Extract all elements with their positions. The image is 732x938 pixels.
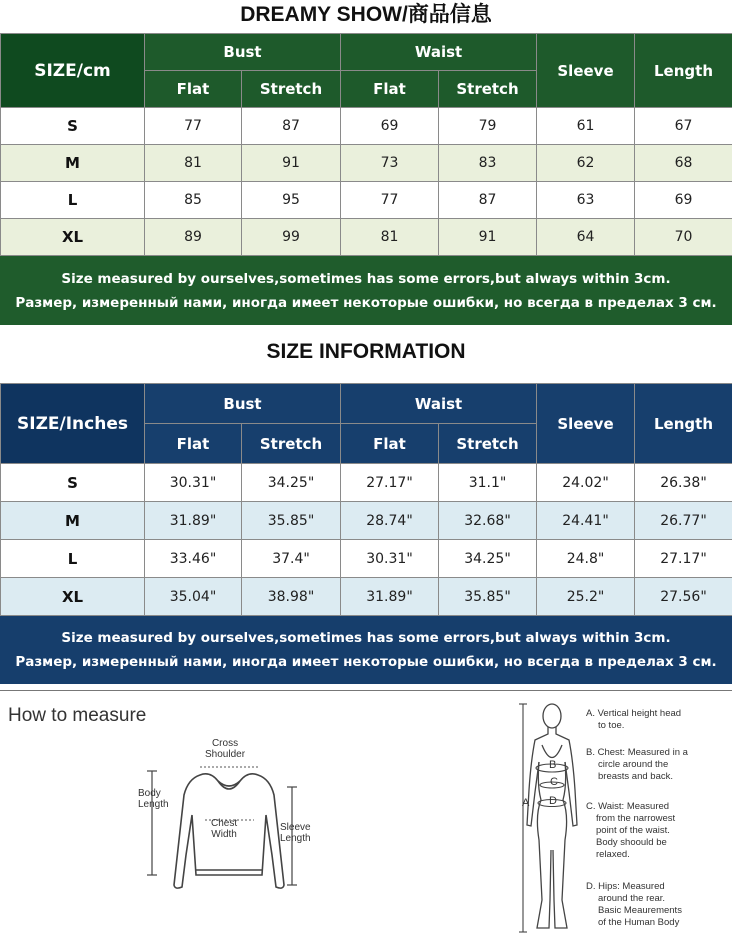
table-row <box>1 578 732 616</box>
note-inches <box>0 616 732 684</box>
cell-sleeve: 61 <box>537 108 635 145</box>
cell-waist-stretch: 32.68" <box>439 502 537 540</box>
cell-bust-flat: 35.04" <box>145 578 242 616</box>
size-label: M <box>1 502 145 540</box>
table-row <box>1 108 732 145</box>
cell-length: 70 <box>635 219 732 256</box>
sleeve-header: Sleeve <box>537 34 635 108</box>
bust-header: Bust <box>145 384 341 424</box>
cell-length: 27.17" <box>635 540 732 578</box>
cell-waist-stretch: 83 <box>439 145 537 182</box>
note-ru: Размер, измеренный нами, иногда имеет некоторые ошибки, но всегда в пределах 3 см. <box>15 294 717 311</box>
chest-width-label: Chest Width <box>211 818 238 840</box>
note-ru: Размер, измеренный нами, иногда имеет некоторые ошибки, но всегда в пределах 3 см. <box>15 654 717 670</box>
table-cm-title: DREAMY SHOW/商品信息 <box>240 3 492 26</box>
cell-bust-flat: 30.31" <box>145 464 242 502</box>
desc-d: D. Hips: Measured around the rear. Basic Meaurements of the Human Body <box>586 881 682 928</box>
table-row <box>1 219 732 256</box>
sleeve-header: Sleeve <box>537 384 635 464</box>
waist-stretch-header: Stretch <box>439 424 537 464</box>
cell-bust-flat: 33.46" <box>145 540 242 578</box>
note-cm <box>0 256 732 325</box>
cell-waist-stretch: 34.25" <box>439 540 537 578</box>
cell-waist-flat: 28.74" <box>341 502 439 540</box>
size-label: XL <box>1 219 145 256</box>
cell-sleeve: 63 <box>537 182 635 219</box>
cell-bust-stretch: 38.98" <box>242 578 341 616</box>
cell-bust-stretch: 91 <box>242 145 341 182</box>
marker-d: D <box>549 795 557 807</box>
cell-waist-flat: 77 <box>341 182 439 219</box>
note-en: Size measured by ourselves,sometimes has some errors,but always within 3cm. <box>61 630 671 646</box>
length-header: Length <box>635 384 732 464</box>
cell-bust-stretch: 35.85" <box>242 502 341 540</box>
cell-bust-stretch: 37.4" <box>242 540 341 578</box>
table-row <box>1 502 732 540</box>
cell-length: 26.38" <box>635 464 732 502</box>
cell-sleeve: 24.41" <box>537 502 635 540</box>
cell-waist-flat: 27.17" <box>341 464 439 502</box>
desc-b: B. Chest: Measured in a circle around the breasts and back. <box>586 747 688 782</box>
cell-sleeve: 24.02" <box>537 464 635 502</box>
body-length-label: Body Length <box>138 788 169 810</box>
cell-bust-stretch: 95 <box>242 182 341 219</box>
human-body-diagram <box>515 700 585 936</box>
cell-sleeve: 24.8" <box>537 540 635 578</box>
cell-waist-flat: 73 <box>341 145 439 182</box>
waist-flat-header: Flat <box>341 424 439 464</box>
cell-waist-flat: 81 <box>341 219 439 256</box>
table-row <box>1 145 732 182</box>
cell-waist-stretch: 91 <box>439 219 537 256</box>
cell-waist-flat: 30.31" <box>341 540 439 578</box>
table-row <box>1 464 732 502</box>
size-label: S <box>1 108 145 145</box>
how-to-measure-title: How to measure <box>8 705 147 726</box>
marker-c: C <box>550 776 558 788</box>
cell-waist-stretch: 31.1" <box>439 464 537 502</box>
length-header: Length <box>635 34 732 108</box>
bust-stretch-header: Stretch <box>242 71 341 108</box>
size-table-inches <box>0 383 732 616</box>
cell-length: 68 <box>635 145 732 182</box>
cell-length: 69 <box>635 182 732 219</box>
note-en: Size measured by ourselves,sometimes has some errors,but always within 3cm. <box>61 270 671 287</box>
divider <box>0 690 732 691</box>
bust-flat-header: Flat <box>145 424 242 464</box>
cell-sleeve: 62 <box>537 145 635 182</box>
size-table-cm <box>0 33 732 256</box>
size-label: L <box>1 540 145 578</box>
bust-flat-header: Flat <box>145 71 242 108</box>
waist-stretch-header: Stretch <box>439 71 537 108</box>
table-row <box>1 540 732 578</box>
cell-waist-flat: 31.89" <box>341 578 439 616</box>
desc-a: A. Vertical height head to toe. <box>586 708 682 731</box>
cell-bust-flat: 89 <box>145 219 242 256</box>
cell-length: 27.56" <box>635 578 732 616</box>
cell-bust-flat: 31.89" <box>145 502 242 540</box>
desc-c: C. Waist: Measured from the narrowest point of the waist. Body shoould be relaxed. <box>586 801 676 860</box>
cell-bust-stretch: 87 <box>242 108 341 145</box>
size-label: XL <box>1 578 145 616</box>
table-in-title: SIZE INFORMATION <box>266 340 466 363</box>
waist-header: Waist <box>341 34 537 71</box>
human-figure-icon <box>527 704 577 928</box>
cell-waist-stretch: 87 <box>439 182 537 219</box>
bust-stretch-header: Stretch <box>242 424 341 464</box>
marker-b: B <box>549 759 557 771</box>
cross-shoulder-label: Cross Shoulder <box>205 738 246 760</box>
cell-waist-stretch: 35.85" <box>439 578 537 616</box>
cell-bust-stretch: 99 <box>242 219 341 256</box>
bust-header: Bust <box>145 34 341 71</box>
cell-bust-flat: 77 <box>145 108 242 145</box>
cell-bust-flat: 81 <box>145 145 242 182</box>
cell-length: 26.77" <box>635 502 732 540</box>
corner-header: SIZE/Inches <box>1 384 145 464</box>
cell-sleeve: 64 <box>537 219 635 256</box>
cell-length: 67 <box>635 108 732 145</box>
cell-sleeve: 25.2" <box>537 578 635 616</box>
size-label: M <box>1 145 145 182</box>
cell-bust-stretch: 34.25" <box>242 464 341 502</box>
waist-flat-header: Flat <box>341 71 439 108</box>
table-row <box>1 182 732 219</box>
cell-waist-flat: 69 <box>341 108 439 145</box>
marker-a: A <box>522 797 530 809</box>
sleeve-length-label: Sleeve Length <box>280 822 311 844</box>
cell-bust-flat: 85 <box>145 182 242 219</box>
size-label: S <box>1 464 145 502</box>
corner-header: SIZE/cm <box>1 34 145 108</box>
size-label: L <box>1 182 145 219</box>
waist-header: Waist <box>341 384 537 424</box>
cell-waist-stretch: 79 <box>439 108 537 145</box>
